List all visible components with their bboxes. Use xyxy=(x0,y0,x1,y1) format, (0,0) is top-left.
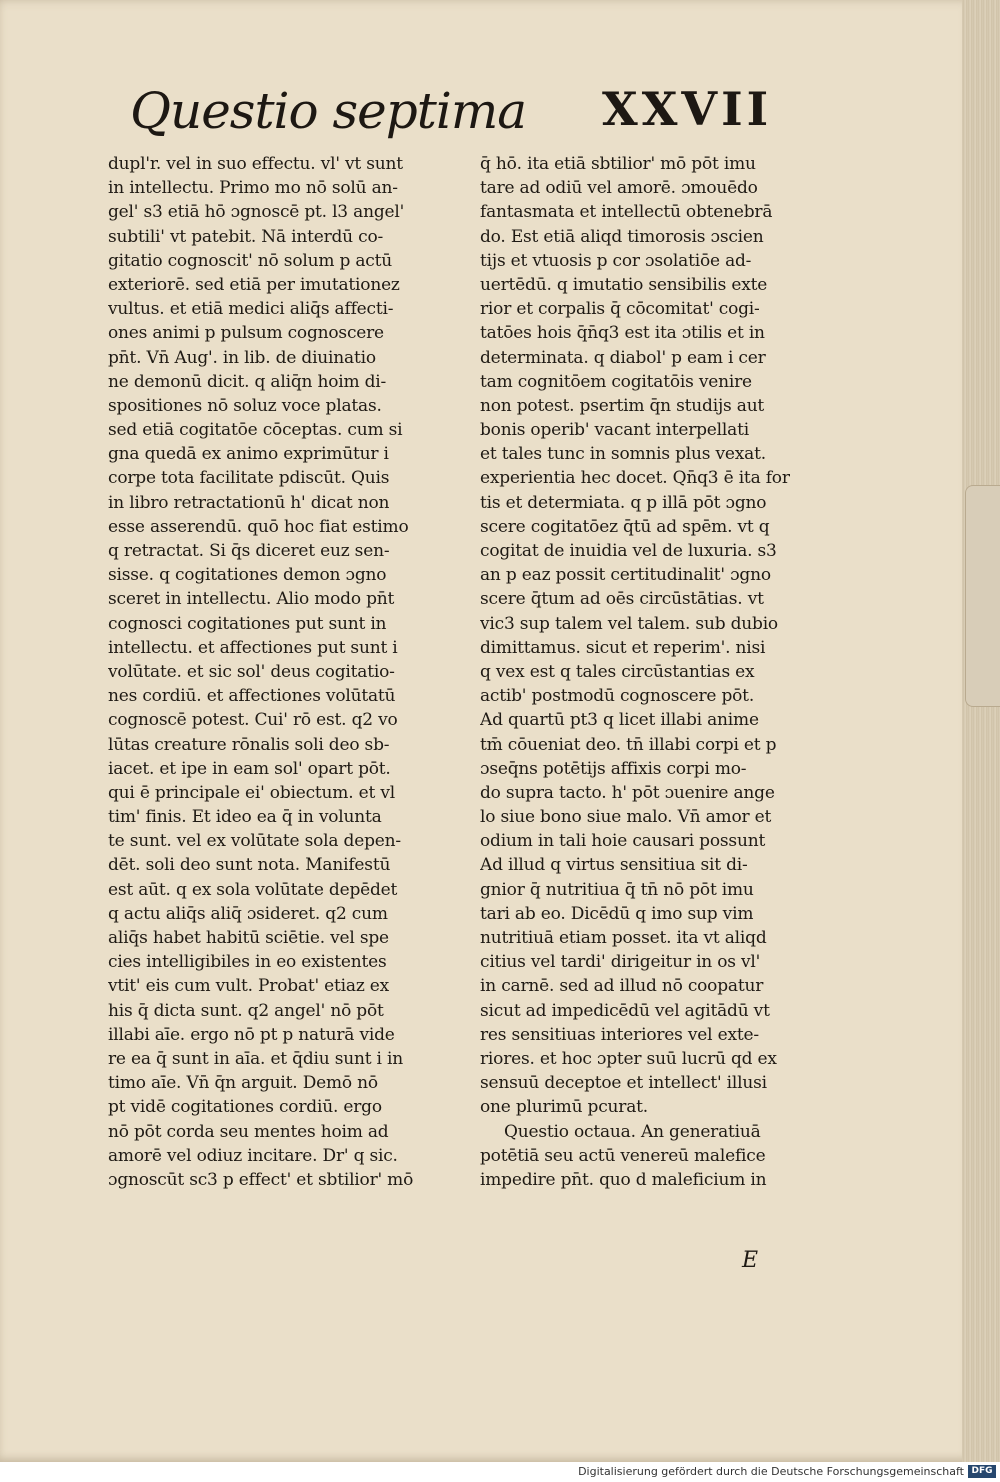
text-line: q actu aliq̄s aliq̄ ɔsideret. q2 cum xyxy=(108,903,388,924)
text-line: his q̄ dicta sunt. q2 angel' nō pōt xyxy=(108,1000,384,1021)
text-line: pt vidē cogitationes cordiū. ergo xyxy=(108,1097,382,1118)
text-line: sed etiā cogitatōe cōceptas. cum si xyxy=(108,420,403,441)
text-line: impedire pn̄t. quo d maleficium in xyxy=(480,1169,767,1190)
text-line: dupl'r. vel in suo effectu. vl' vt sunt xyxy=(108,154,403,174)
text-line: rior et corpalis q̄ cōcomitat' cogi- xyxy=(480,299,760,320)
text-line: corpe tota facilitate pdiscūt. Quis xyxy=(108,468,390,489)
folio-number: XXVII xyxy=(602,82,773,136)
text-line: ɔseq̄ns potētijs affixis corpi mo- xyxy=(480,758,747,779)
text-line: volūtate. et sic sol' deus cogitatio- xyxy=(108,661,395,682)
signature-mark: E xyxy=(742,1248,759,1273)
text-line: in libro retractationū h' dicat non xyxy=(108,492,390,513)
right-text-column xyxy=(480,152,840,1192)
text-line: cogitat de inuidia vel de luxuria. s3 xyxy=(480,541,777,561)
footer-credit: Digitalisierung gefördert durch die Deutsche Forschungsgemeinschaft xyxy=(578,1465,964,1478)
digitization-footer xyxy=(0,1462,1000,1482)
text-line: dēt. soli deo sunt nota. Manifestū xyxy=(108,855,391,876)
text-line: spositiones nō soluz voce platas. xyxy=(108,395,382,416)
text-line: sisse. q cogitationes demon ɔgno xyxy=(108,565,387,586)
text-line: intellectu. et affectiones put sunt i xyxy=(108,637,398,658)
text-line: gna quedā ex animo exprimūtur i xyxy=(108,444,389,465)
text-line: odium in tali hoie causari possunt xyxy=(480,831,766,852)
text-line: vultus. et etiā medici aliq̄s affecti- xyxy=(108,299,394,320)
text-line: res sensitiuas interiores vel exte- xyxy=(480,1024,759,1045)
text-line: Ad quartū pt3 q licet illabi anime xyxy=(480,710,759,731)
text-line: cies intelligibiles in eo existentes xyxy=(108,952,387,973)
text-line: uertēdū. q imutatio sensibilis exte xyxy=(480,274,768,295)
text-line: in intellectu. Primo mo nō solū an- xyxy=(108,178,398,199)
text-line: gel' s3 etiā hō ɔgnoscē pt. l3 angel' xyxy=(108,202,405,223)
text-line: nes cordiū. et affectiones volūtatū xyxy=(108,686,396,707)
text-line: non potest. psertim q̄n studijs aut xyxy=(480,395,765,416)
text-line: tijs et vtuosis p cor ɔsolatiōe ad- xyxy=(480,250,752,271)
book-clasp xyxy=(965,485,1000,707)
text-line: timo aīe. Vn̄ q̄n arguit. Demō nō xyxy=(108,1073,378,1094)
text-line: one plurimū pcurat. xyxy=(480,1097,649,1118)
page-edge xyxy=(962,0,1000,1462)
text-line: amorē vel odiuz incitare. Dr' q sic. xyxy=(108,1145,398,1166)
text-line: scere q̄tum ad oēs circūstātias. vt xyxy=(480,589,764,610)
text-line: tm̄ cōueniat deo. tn̄ illabi corpi et p xyxy=(480,734,777,755)
text-line: actib' postmodū cognoscere pōt. xyxy=(480,686,755,707)
text-line: tis et determiata. q p illā pōt ɔgno xyxy=(480,492,767,513)
text-line: Ad illud q virtus sensitiua sit di- xyxy=(480,855,748,876)
text-line: nō pōt corda seu mentes hoim ad xyxy=(108,1121,389,1142)
text-line: tare ad odiū vel amorē. ɔmouēdo xyxy=(480,178,758,199)
text-line: do supra tacto. h' pōt ɔuenire ange xyxy=(480,782,775,803)
text-line: dimittamus. sicut et reperim'. nisi xyxy=(480,637,766,658)
left-text-column xyxy=(108,152,460,1192)
text-line: in carnē. sed ad illud nō coopatur xyxy=(480,976,764,997)
text-line: ne demonū dicit. q aliq̄n hoim di- xyxy=(108,371,387,392)
text-line: pn̄t. Vn̄ Aug'. in lib. de diuinatio xyxy=(108,347,376,368)
text-line: gitatio cognoscit' nō solum p actū xyxy=(108,250,392,271)
text-line: riores. et hoc ɔpter suū lucrū qd ex xyxy=(480,1048,777,1069)
text-line: ones animi p pulsum cognoscere xyxy=(108,323,384,344)
text-line: q̄ hō. ita etiā sbtilior' mō pōt imu xyxy=(480,154,756,174)
text-line: do. Est etiā aliqd timorosis ɔscien xyxy=(480,226,764,247)
text-line: citius vel tardi' dirigeitur in os vl' xyxy=(480,952,761,973)
text-line: tari ab eo. Dicēdū q imo sup vim xyxy=(480,903,754,924)
text-line: determinata. q diabol' p eam i cer xyxy=(480,347,766,368)
text-line: tam cognitōem cogitatōis venire xyxy=(480,371,752,392)
text-line: sceret in intellectu. Alio modo pn̄t xyxy=(108,589,395,610)
text-line: nutritiuā etiam posset. ita vt aliqd xyxy=(480,928,767,948)
text-line: scere cogitatōez q̄tū ad spēm. vt q xyxy=(480,516,770,537)
text-line: ɔgnoscūt sc3 p effect' et sbtilior' mō xyxy=(108,1169,414,1190)
text-line: sicut ad impedicēdū vel agitādū vt xyxy=(480,1000,770,1021)
text-line: esse asserendū. quō hoc fiat estimo xyxy=(108,516,409,537)
dfg-logo-icon: DFG xyxy=(968,1465,996,1478)
text-line: cognoscē potest. Cui' rō est. q2 vo xyxy=(108,710,398,731)
text-line: vic3 sup talem vel talem. sub dubio xyxy=(480,613,778,634)
text-line: sensuū deceptoe et intellect' illusi xyxy=(480,1073,767,1094)
text-line: Questio octaua. An generatiuā xyxy=(504,1121,761,1142)
text-line: vtit' eis cum vult. Probat' etiaz ex xyxy=(108,976,390,997)
text-line: q retractat. Si q̄s diceret euz sen- xyxy=(108,541,390,561)
running-head-title: Questio septima xyxy=(130,82,527,140)
text-line: re ea q̄ sunt in aīa. et q̄diu sunt i in xyxy=(108,1048,403,1069)
text-line: aliq̄s habet habitū sciētie. vel spe xyxy=(108,928,389,948)
text-line: est aūt. q ex sola volūtate depēdet xyxy=(108,879,398,900)
text-line: illabi aīe. ergo nō pt p naturā vide xyxy=(108,1024,395,1045)
text-line: experientia hec docet. Qn̄q3 ē ita for xyxy=(480,468,790,489)
text-line: q vex est q tales circūstantias ex xyxy=(480,661,755,682)
text-line: an p eaz possit certitudinalit' ɔgno xyxy=(480,565,771,586)
text-line: potētiā seu actū venereū malefice xyxy=(480,1145,766,1166)
text-line: lūtas creature rōnalis soli deo sb- xyxy=(108,734,390,755)
text-line: et tales tunc in somnis plus vexat. xyxy=(480,444,766,465)
text-line: te sunt. vel ex volūtate sola depen- xyxy=(108,831,401,852)
text-line: subtili' vt patebit. Nā interdū co- xyxy=(108,226,384,247)
text-line: lo siue bono siue malo. Vn̄ amor et xyxy=(480,807,772,828)
text-line: gnior q̄ nutritiua q̄ tn̄ nō pōt imu xyxy=(480,879,754,900)
text-line: qui ē principale ei' obiectum. et vl xyxy=(108,782,395,803)
text-line: exteriorē. sed etiā per imutationez xyxy=(108,274,400,295)
text-line: fantasmata et intellectū obtenebrā xyxy=(480,202,773,223)
text-line: tatōes hois q̄n̄q3 est ita ɔtilis et in xyxy=(480,323,765,344)
text-line: cognosci cogitationes put sunt in xyxy=(108,613,387,634)
text-line: iacet. et ipe in eam sol' opart pōt. xyxy=(108,758,391,779)
text-line: bonis operib' vacant interpellati xyxy=(480,420,749,441)
text-line: tim' finis. Et ideo ea q̄ in volunta xyxy=(108,807,382,828)
